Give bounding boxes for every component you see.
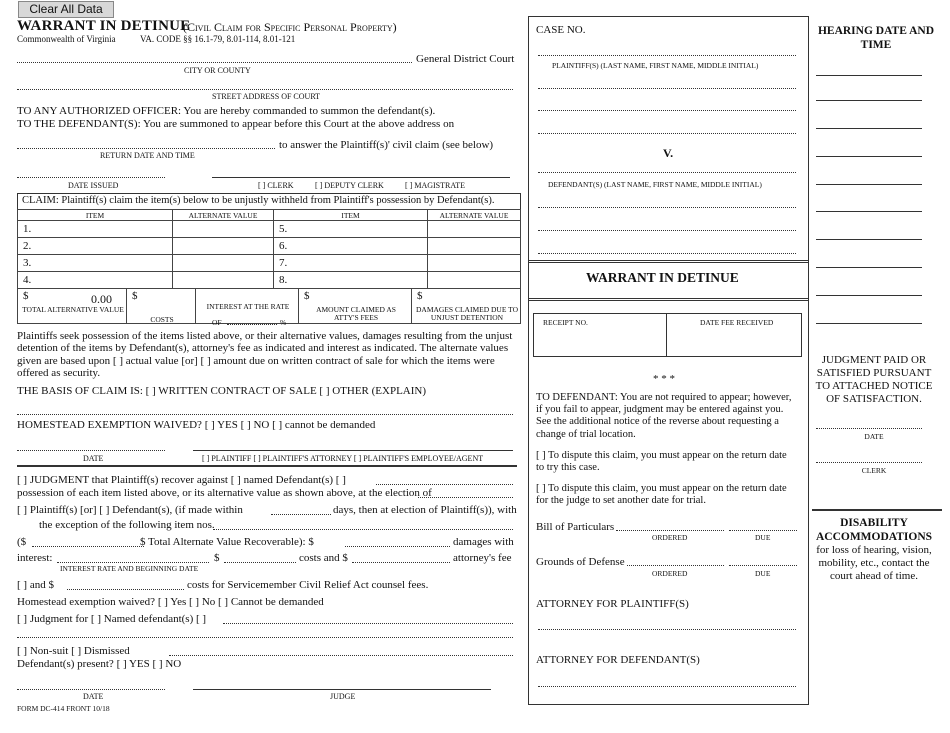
defendant-text: TO THE DEFENDANT(S): You are summoned to appear before this Court at the above address on bbox=[17, 118, 455, 130]
judgment-line-3a[interactable]: [ ] Plaintiff(s) [or] [ ] Defendant(s), (if made within bbox=[17, 504, 243, 516]
judgment-line-3b: days, then at election of Plaintiff(s)), with bbox=[333, 504, 517, 516]
issuer-signature-line[interactable] bbox=[212, 177, 510, 178]
satisfied-date-label: DATE bbox=[864, 432, 884, 441]
dismissed-field[interactable] bbox=[169, 655, 513, 656]
hearing-line-3[interactable] bbox=[816, 128, 922, 129]
judgment-for-field[interactable] bbox=[223, 623, 513, 624]
possession-paragraph: Plaintiffs seek possession of the items listed above, or their alternative values, damages resulting from the unjust detention of the items by Defendant(s), attorney's fee as indicated and interest as indicated. The alternate values given are based upon [ ] actual value [or] [ ] amount due on written contract of sale for which the items were offered as security. bbox=[17, 330, 513, 380]
col-item-right: ITEM bbox=[341, 211, 360, 220]
satisfaction-notice: JUDGMENT PAID OR SATISFIED PURSUANT TO ATTACHED NOTICE OF SATISFACTION. bbox=[815, 354, 933, 405]
exception-items-field[interactable] bbox=[213, 529, 513, 530]
judgment-line-7b: costs for Servicemember Civil Relief Act counsel fees. bbox=[187, 579, 429, 591]
return-date-field[interactable] bbox=[17, 148, 275, 149]
judgment-line-6d: attorney's fee bbox=[453, 552, 512, 564]
panel-divider-top bbox=[528, 260, 809, 263]
judgment-line-6b: $ bbox=[214, 552, 220, 564]
interest-rate-label: INTEREST RATE AND BEGINNING DATE bbox=[60, 564, 199, 573]
deputy-clerk-checkbox[interactable]: [ ] DEPUTY CLERK bbox=[315, 181, 384, 190]
alt-value-5[interactable] bbox=[427, 220, 521, 238]
date-issued-field[interactable] bbox=[17, 177, 165, 178]
col-item-left: ITEM bbox=[85, 211, 105, 220]
form-id: FORM DC-414 FRONT 10/18 bbox=[17, 704, 110, 713]
named-defendant-field[interactable] bbox=[376, 484, 513, 485]
court-type: General District Court bbox=[416, 53, 515, 65]
defendant-present[interactable]: Defendant(s) present? [ ] YES [ ] NO bbox=[17, 658, 182, 670]
dispute-option-2[interactable]: [ ] To dispute this claim, you must appear on the return date for the judge to set another date for trial. bbox=[536, 483, 787, 507]
city-field[interactable] bbox=[17, 62, 412, 63]
stars: * * * bbox=[653, 373, 675, 385]
bill-due-field[interactable] bbox=[729, 530, 797, 531]
judgment-divider bbox=[17, 465, 517, 467]
grounds-ordered-label: ORDERED bbox=[652, 569, 688, 578]
interest-cell[interactable]: INTEREST AT THE RATE OF % bbox=[195, 288, 299, 324]
body-date-field[interactable] bbox=[17, 450, 165, 451]
plaintiff-signature-line[interactable] bbox=[193, 450, 513, 451]
atty-plaintiff-field[interactable] bbox=[538, 629, 796, 630]
judgment-homestead[interactable]: Homestead exemption waived? [ ] Yes [ ] No [ ] Cannot be demanded bbox=[17, 596, 324, 608]
grounds-due-field[interactable] bbox=[729, 565, 797, 566]
atty-defendant-label: ATTORNEY FOR DEFENDANT(S) bbox=[536, 654, 700, 666]
body-date-label: DATE bbox=[83, 454, 104, 463]
alt-value-2[interactable] bbox=[172, 237, 274, 255]
judgment-date-label: DATE bbox=[83, 692, 104, 701]
judgment-extra-field[interactable] bbox=[17, 637, 513, 638]
damages-field[interactable] bbox=[345, 546, 450, 547]
item-2[interactable]: 2. bbox=[17, 237, 173, 255]
non-suit-dismissed[interactable]: [ ] Non-suit [ ] Dismissed bbox=[17, 645, 130, 657]
defendant-label: DEFENDANT(S) (LAST NAME, FIRST NAME, MIDDLE INITIAL) bbox=[548, 180, 762, 189]
election-field[interactable] bbox=[418, 497, 513, 498]
hearing-line-1[interactable] bbox=[816, 75, 922, 76]
item-3[interactable]: 3. bbox=[17, 254, 173, 272]
judgment-line-2: possession of each item listed above, or its alternative value as shown above, at the election of bbox=[17, 487, 432, 499]
damages-cell[interactable]: $ DAMAGES CLAIMED DUE TO UNJUST DETENTION bbox=[411, 288, 521, 324]
hearing-title: HEARING DATE AND TIME bbox=[817, 25, 935, 51]
item-4[interactable]: 4. bbox=[17, 271, 173, 289]
grounds-due-label: DUE bbox=[755, 569, 771, 578]
form-subtitle: (Civil Claim for Specific Personal Property) bbox=[183, 20, 397, 34]
return-date-label: RETURN DATE AND TIME bbox=[100, 151, 195, 160]
hearing-line-10[interactable] bbox=[816, 323, 922, 324]
defendant-field-4[interactable] bbox=[538, 253, 796, 254]
defendant-notice: TO DEFENDANT: You are not required to appear; however, if you fail to appear, judgment may be entered against you. See the additional notice of the reverse about requesting a change of trial location. bbox=[536, 392, 792, 440]
answer-text: to answer the Plaintiff(s)' civil claim (see below) bbox=[279, 139, 494, 151]
judgment-line-5c: damages with bbox=[453, 536, 514, 548]
col-alt-right: ALTERNATE VALUE bbox=[439, 211, 509, 220]
judgment-for[interactable]: [ ] Judgment for [ ] Named defendant(s) [ ] bbox=[17, 613, 207, 625]
signer-options[interactable]: [ ] PLAINTIFF [ ] PLAINTIFF'S ATTORNEY [ ] PLAINTIFF'S EMPLOYEE/AGENT bbox=[202, 454, 484, 463]
item-8[interactable]: 8. bbox=[273, 271, 428, 289]
case-no-label: CASE NO. bbox=[536, 24, 586, 36]
col-alt-left: ALTERNATE VALUE bbox=[188, 211, 258, 220]
clerk-checkbox[interactable]: [ ] CLERK bbox=[258, 181, 294, 190]
attorney-fee-field[interactable] bbox=[352, 562, 450, 563]
judgment-line-1[interactable]: [ ] JUDGMENT that Plaintiff(s) recover against [ ] named Defendant(s) [ ] bbox=[17, 474, 346, 486]
city-label: CITY OR COUNTY bbox=[184, 66, 251, 75]
fee-date-label: DATE FEE RECEIVED bbox=[700, 318, 774, 327]
alt-value-6[interactable] bbox=[427, 237, 521, 255]
panel-warrant-title: WARRANT IN DETINUE bbox=[586, 270, 739, 285]
officer-text: TO ANY AUTHORIZED OFFICER: You are hereby commanded to summon the defendant(s). bbox=[17, 105, 436, 117]
defendant-field-2[interactable] bbox=[538, 207, 796, 208]
bill-due-label: DUE bbox=[755, 533, 771, 542]
hearing-line-4[interactable] bbox=[816, 156, 922, 157]
jurisdiction: Commonwealth of Virginia bbox=[17, 34, 116, 44]
claim-header: CLAIM: Plaintiff(s) claim the item(s) below to be unjustly withheld from Plaintiff's possession by Defendant(s). bbox=[22, 195, 495, 206]
alt-value-4[interactable] bbox=[172, 271, 274, 289]
plaintiff-label: PLAINTIFF(S) (LAST NAME, FIRST NAME, MIDDLE INITIAL) bbox=[552, 61, 759, 70]
judge-label: JUDGE bbox=[330, 692, 356, 701]
bill-ordered-label: ORDERED bbox=[652, 533, 688, 542]
hearing-line-7[interactable] bbox=[816, 239, 922, 240]
clear-all-button[interactable]: Clear All Data bbox=[18, 1, 114, 18]
judgment-line-7a[interactable]: [ ] and $ bbox=[17, 579, 54, 591]
basis-of-claim[interactable]: THE BASIS OF CLAIM IS: [ ] WRITTEN CONTRACT OF SALE [ ] OTHER (EXPLAIN) bbox=[17, 385, 427, 397]
grounds-ordered-field[interactable] bbox=[627, 565, 724, 566]
satisfied-date-field[interactable] bbox=[816, 428, 922, 429]
form-title: WARRANT IN DETINUE bbox=[17, 18, 191, 34]
street-field[interactable] bbox=[17, 89, 513, 90]
costs-cell[interactable]: $ COSTS bbox=[126, 288, 196, 324]
street-label: STREET ADDRESS OF COURT bbox=[212, 92, 321, 101]
judgment-line-6c: costs and $ bbox=[299, 552, 348, 564]
receipt-label: RECEIPT NO. bbox=[543, 318, 588, 327]
dispute-option-1[interactable]: [ ] To dispute this claim, you must appear on the return date to try this case. bbox=[536, 450, 787, 474]
satisfied-clerk-label: CLERK bbox=[861, 466, 887, 475]
hearing-line-8[interactable] bbox=[816, 267, 922, 268]
judgment-line-4: the exception of the following item nos. bbox=[39, 519, 215, 531]
judgment-line-5b: $ Total Alternate Value Recoverable): $ bbox=[140, 536, 314, 548]
hearing-line-6[interactable] bbox=[816, 211, 922, 212]
item-5[interactable]: 5. bbox=[273, 220, 428, 238]
alt-value-8[interactable] bbox=[427, 271, 521, 289]
total-alt-value-cell[interactable]: $ 0.00 TOTAL ALTERNATIVE VALUE bbox=[17, 288, 127, 324]
hearing-line-9[interactable] bbox=[816, 295, 922, 296]
costs-field[interactable] bbox=[224, 562, 296, 563]
disability-divider bbox=[812, 509, 942, 511]
plaintiff-field-3[interactable] bbox=[538, 110, 796, 111]
versus: V. bbox=[663, 146, 674, 160]
alt-value-7[interactable] bbox=[427, 254, 521, 272]
days-field[interactable] bbox=[271, 514, 331, 515]
atty-plaintiff-label: ATTORNEY FOR PLAINTIFF(S) bbox=[536, 598, 689, 610]
hearing-line-2[interactable] bbox=[816, 100, 922, 101]
item-1[interactable]: 1. bbox=[17, 220, 173, 238]
plaintiff-field-2[interactable] bbox=[538, 88, 796, 89]
bill-particulars-label: Bill of Particulars bbox=[536, 521, 615, 533]
basis-explain-field[interactable] bbox=[17, 414, 513, 415]
scra-fees-field[interactable] bbox=[67, 589, 184, 590]
panel-divider-bottom bbox=[528, 298, 809, 301]
disability-title: DISABILITY ACCOMMODATIONS bbox=[815, 517, 933, 543]
bill-ordered-field[interactable] bbox=[616, 530, 724, 531]
judgment-line-6a: interest: bbox=[17, 552, 53, 564]
interest-rate-field[interactable] bbox=[57, 562, 209, 563]
plaintiff-field-1[interactable] bbox=[538, 55, 796, 56]
judgment-date-field[interactable] bbox=[17, 689, 165, 690]
total-alt-value: 0.00 bbox=[91, 292, 112, 306]
satisfied-clerk-field[interactable] bbox=[816, 462, 922, 463]
judgment-line-5a: ($ bbox=[17, 536, 27, 548]
atty-defendant-field[interactable] bbox=[538, 686, 796, 687]
homestead-exemption[interactable]: HOMESTEAD EXEMPTION WAIVED? [ ] YES [ ] NO [ ] cannot be demanded bbox=[17, 419, 376, 431]
judge-signature-line[interactable] bbox=[193, 689, 491, 690]
alt-value-1[interactable] bbox=[172, 220, 274, 238]
grounds-defense-label: Grounds of Defense bbox=[536, 556, 625, 568]
defendant-field-1[interactable] bbox=[538, 172, 796, 173]
date-issued-label: DATE ISSUED bbox=[68, 181, 119, 190]
item-6[interactable]: 6. bbox=[273, 237, 428, 255]
plaintiff-field-4[interactable] bbox=[538, 133, 796, 134]
defendant-field-3[interactable] bbox=[538, 230, 796, 231]
disability-text: for loss of hearing, vision, mobility, etc., contact the court ahead of time. bbox=[816, 544, 932, 582]
total-recoverable-field[interactable] bbox=[32, 546, 144, 547]
va-code: VA. CODE §§ 16.1-79, 8.01-114, 8.01-121 bbox=[140, 34, 296, 44]
item-7[interactable]: 7. bbox=[273, 254, 428, 272]
hearing-line-5[interactable] bbox=[816, 184, 922, 185]
atty-fees-cell[interactable]: $ AMOUNT CLAIMED AS ATTY'S FEES bbox=[298, 288, 412, 324]
magistrate-checkbox[interactable]: [ ] MAGISTRATE bbox=[405, 181, 465, 190]
alt-value-3[interactable] bbox=[172, 254, 274, 272]
